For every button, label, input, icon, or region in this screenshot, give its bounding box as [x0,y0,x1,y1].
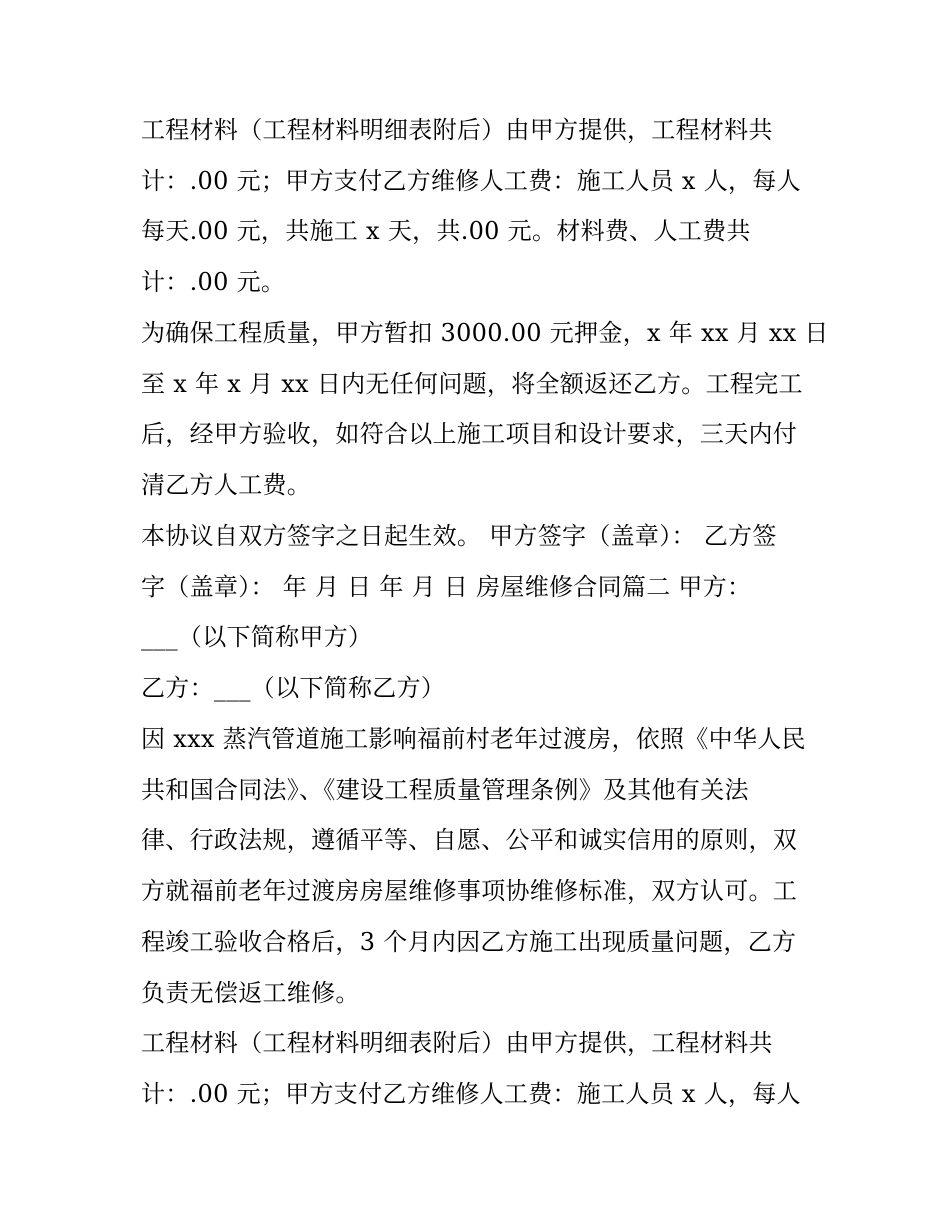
text-line-8: 清乙方人工费。 [141,471,312,499]
text-line-12: 乙方：___（以下简称乙方） [141,674,446,702]
text-line-4: 计：.00 元。 [141,268,286,296]
text-line-11: ___（以下简称甲方） [141,623,373,651]
text-line-7: 后，经甲方验收，如符合以上施工项目和设计要求，三天内付 [141,420,798,448]
text-line-19: 工程材料（工程材料明细表附后）由甲方提供，工程材料共 [141,1029,773,1057]
text-line-15: 律、行政法规，遵循平等、自愿、公平和诚实信用的原则，双 [141,826,798,854]
text-line-9: 本协议自双方签字之日起生效。 甲方签字（盖章）： 乙方签 [141,522,777,550]
text-line-6: 至 x 年 x 月 xx 日内无任何问题，将全额返还乙方。工程完工 [141,370,803,398]
text-line-20: 计：.00 元；甲方支付乙方维修人工费：施工人员 x 人，每人 [141,1080,801,1108]
text-line-3: 每天.00 元，共施工 x 天，共.00 元。材料费、人工费共 [141,217,751,245]
text-line-17: 程竣工验收合格后，3 个月内因乙方施工出现质量问题，乙方 [141,928,797,956]
text-line-18: 负责无偿返工维修。 [141,979,360,1007]
text-line-14: 共和国合同法》、《建设工程质量管理条例》及其他有关法 [141,776,749,804]
text-line-10: 字（盖章）： 年 月 日 年 月 日 房屋维修合同篇二 甲方： [141,573,752,601]
text-line-1: 工程材料（工程材料明细表附后）由甲方提供，工程材料共 [141,116,773,144]
text-line-2: 计：.00 元；甲方支付乙方维修人工费：施工人员 x 人，每人 [141,167,801,195]
text-line-5: 为确保工程质量，甲方暂扣 3000.00 元押金，x 年 xx 月 xx 日 [141,319,829,347]
text-line-16: 方就福前老年过渡房房屋维修事项协维修标准，双方认可。工 [141,877,798,905]
text-line-13: 因 xxx 蒸汽管道施工影响福前村老年过渡房，依照《中华人民 [141,725,806,753]
